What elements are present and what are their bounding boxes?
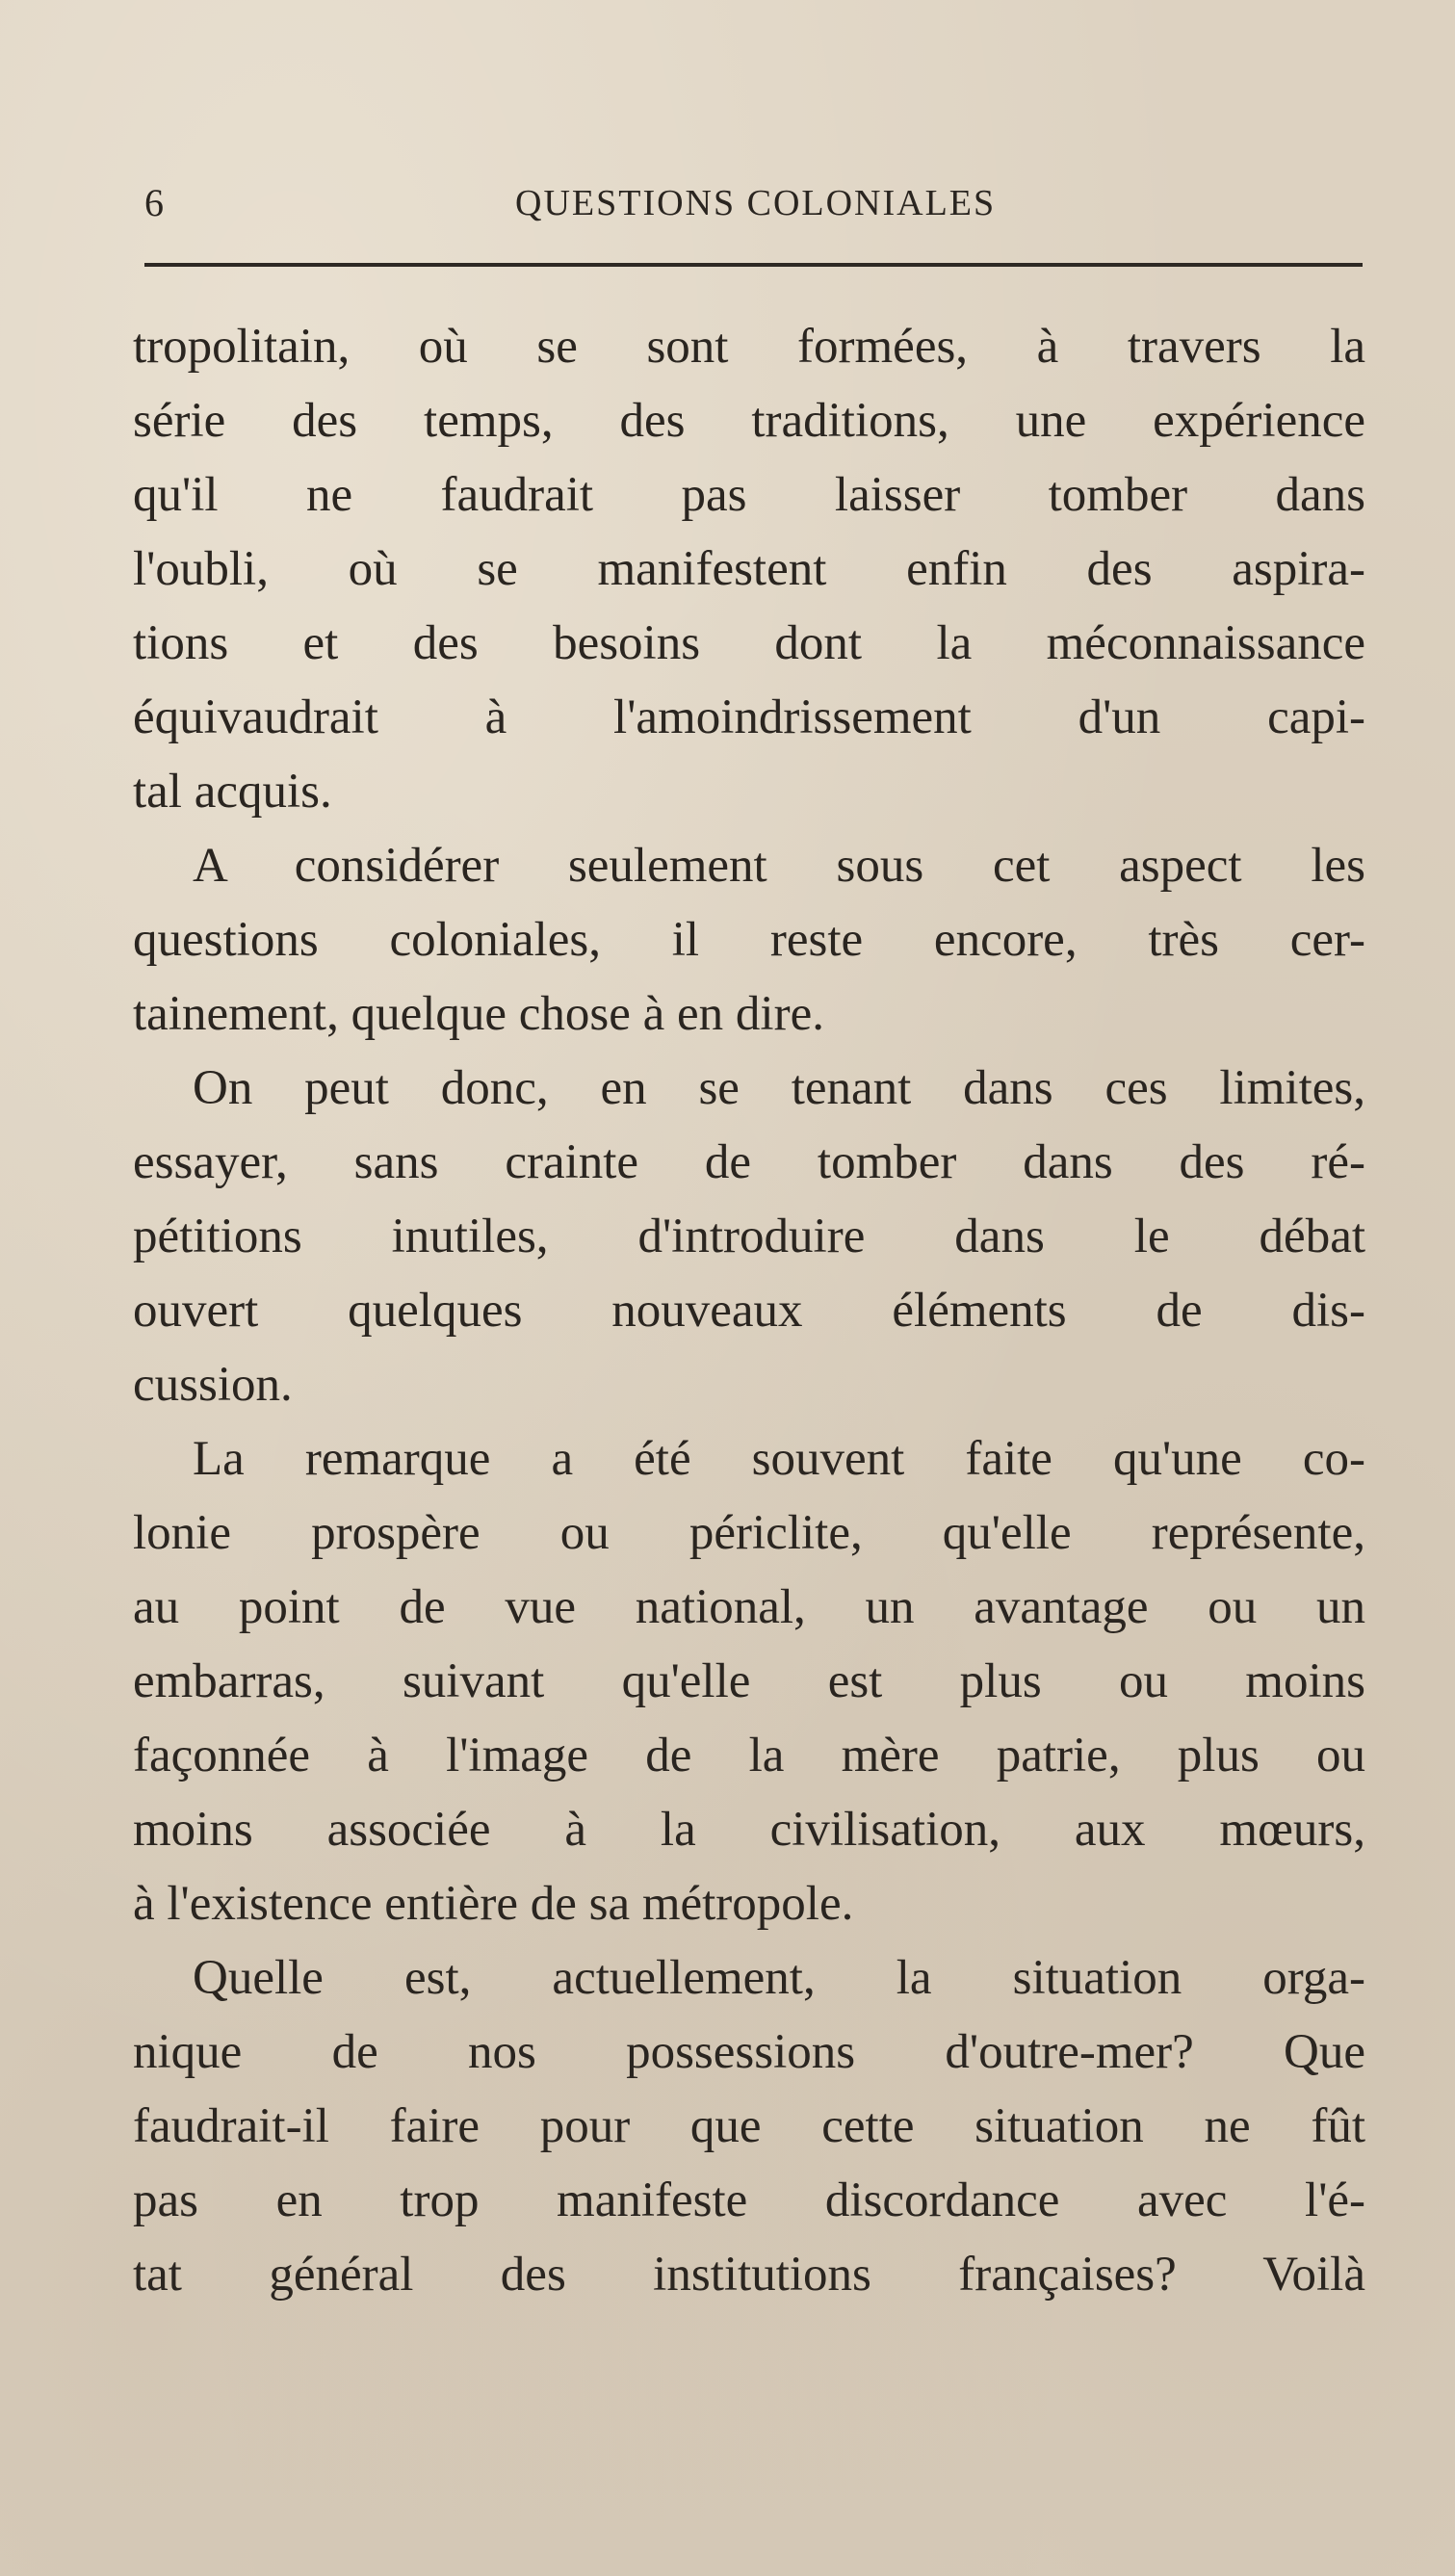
text-line: Quelle est, actuellement, la situation orga- bbox=[193, 1951, 1365, 2005]
text-line: tal acquis. bbox=[133, 765, 332, 819]
text-line: tions et des besoins dont la méconnaissance bbox=[133, 616, 1365, 670]
text-line: équivaudrait à l'amoindrissement d'un capi- bbox=[133, 690, 1365, 744]
text-line: moins associée à la civilisation, aux mœurs, bbox=[133, 1803, 1365, 1857]
text-line: La remarque a été souvent faite qu'une co- bbox=[193, 1432, 1365, 1486]
page-number: 6 bbox=[144, 181, 164, 224]
header-rule bbox=[144, 263, 1363, 267]
text-line: série des temps, des traditions, une expérience bbox=[133, 394, 1365, 448]
text-line: tropolitain, où se sont formées, à travers la bbox=[133, 320, 1365, 374]
body-text bbox=[133, 310, 1365, 2312]
text-line: pétitions inutiles, d'introduire dans le débat bbox=[133, 1210, 1365, 1263]
text-line: façonnée à l'image de la mère patrie, plus ou bbox=[133, 1729, 1365, 1782]
text-line: tainement, quelque chose à en dire. bbox=[133, 987, 824, 1041]
text-line: lonie prospère ou périclite, qu'elle représente, bbox=[133, 1506, 1365, 1560]
text-line: à l'existence entière de sa métropole. bbox=[133, 1877, 854, 1931]
text-line: ouvert quelques nouveaux éléments de dis- bbox=[133, 1284, 1365, 1338]
text-line: pas en trop manifeste discordance avec l'é- bbox=[133, 2173, 1365, 2227]
text-line: faudrait-il faire pour que cette situation ne fût bbox=[133, 2099, 1365, 2153]
running-title: QUESTIONS COLONIALES bbox=[515, 183, 997, 223]
text-line: nique de nos possessions d'outre-mer? Que bbox=[133, 2025, 1365, 2079]
text-line: embarras, suivant qu'elle est plus ou moins bbox=[133, 1654, 1365, 1708]
text-line: questions coloniales, il reste encore, très cer- bbox=[133, 913, 1365, 967]
text-line: qu'il ne faudrait pas laisser tomber dans bbox=[133, 468, 1365, 522]
text-line: cussion. bbox=[133, 1358, 293, 1412]
text-line: essayer, sans crainte de tomber dans des ré- bbox=[133, 1135, 1365, 1189]
text-line: A considérer seulement sous cet aspect les bbox=[193, 839, 1365, 893]
text-line: l'oubli, où se manifestent enfin des aspira- bbox=[133, 542, 1365, 596]
text-line: au point de vue national, un avantage ou un bbox=[133, 1580, 1365, 1634]
text-line: tat général des institutions françaises? Voilà bbox=[133, 2248, 1365, 2302]
text-line: On peut donc, en se tenant dans ces limites, bbox=[193, 1061, 1365, 1115]
running-head bbox=[144, 179, 1363, 227]
